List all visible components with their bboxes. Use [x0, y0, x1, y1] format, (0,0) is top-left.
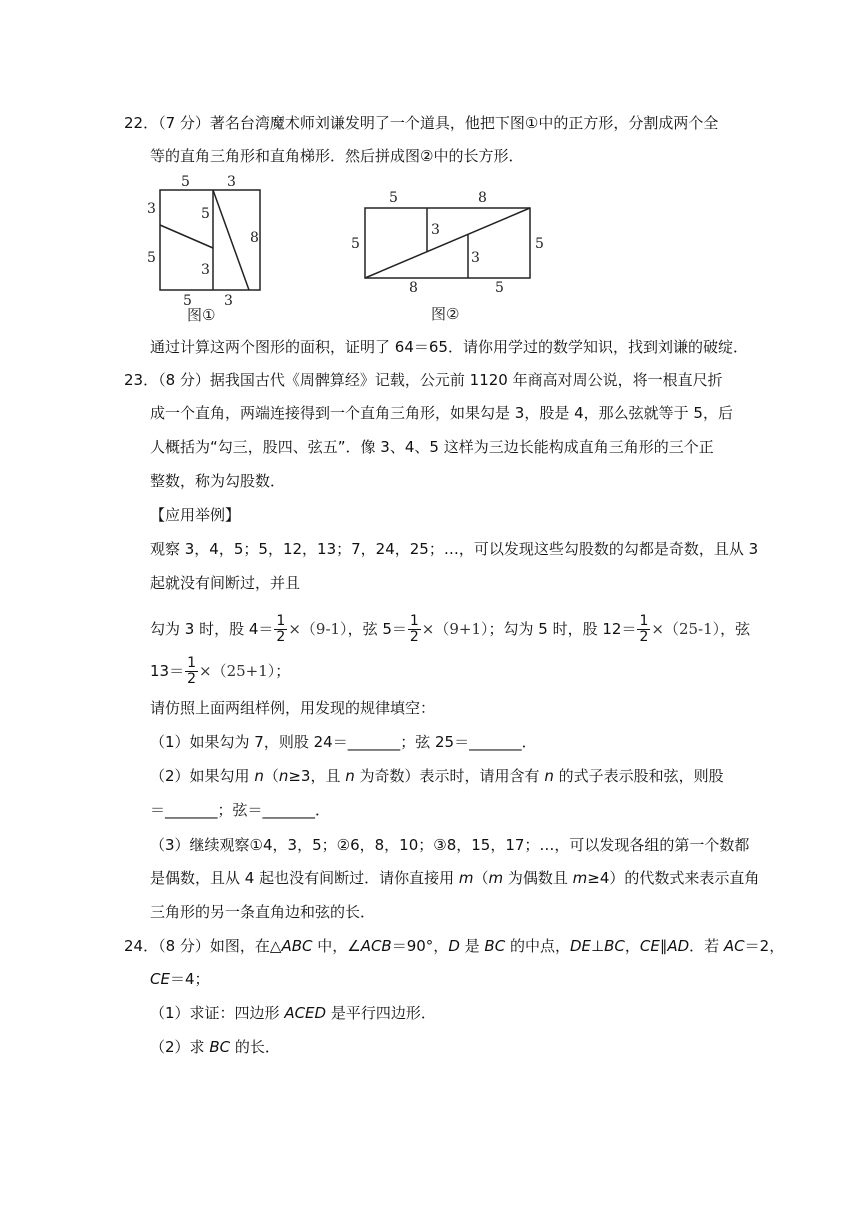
fig1-label-inner-lower: 3	[201, 262, 210, 278]
q24-part-1: （1）求证：四边形 ACED 是平行四边形．	[150, 1004, 436, 1022]
fig1-label-inner-upper: 5	[201, 206, 210, 222]
q24-line-1: 24．（8 分）如图，在△ABC 中，∠ACB＝90°，D 是 BC 的中点，DE⊥BC，CE∥AD．若 AC＝2，	[124, 937, 785, 955]
q23-observe-1: 观察 3，4，5；5，12，13；7，24，25；…，可以发现这些勾股数的勾都是奇数，且从 3	[150, 540, 759, 558]
ex-math-4: ×（25+1）	[199, 662, 276, 680]
fig1-label-top-right: 3	[227, 174, 236, 190]
fig2-label-inner-right: 3	[471, 250, 480, 266]
q22-line-1: 22．（7 分）著名台湾魔术师刘谦发明了一个道具，他把下图①中的正方形，分割成两个全	[124, 114, 719, 132]
fig2-label-right: 5	[535, 236, 544, 252]
figure-1-square	[140, 170, 270, 329]
q23-example-line-2	[150, 651, 290, 691]
ex-math-1: ×（9-1）	[288, 620, 348, 638]
q23-line-3: 人概括为“勾三，股四、弦五”．像 3、4、5 这样为三边长能构成直角三角形的三个正	[150, 438, 714, 456]
q23-observe-2: 起就没有间断过，并且	[150, 574, 301, 592]
fig2-label-bottom-left: 8	[409, 280, 418, 296]
fig1-label-left-upper: 3	[147, 201, 156, 217]
ex-math-2: ×（9+1）	[421, 620, 489, 638]
fraction-half: $\frac{1}{2}$	[639, 613, 649, 645]
fig1-label-top-left: 5	[181, 174, 190, 190]
fig1-label-bottom-left: 5	[183, 293, 192, 309]
fig2-label-left: 5	[351, 236, 360, 252]
fig1-label-left-lower: 5	[147, 250, 156, 266]
ex-text-b: ，弦 5＝	[347, 620, 407, 638]
fig2-label-inner-left: 3	[431, 222, 440, 238]
fig2-label-top-right: 8	[478, 190, 487, 206]
q23-line-4: 整数，称为勾股数．	[150, 472, 286, 490]
figure-2-rectangle	[345, 182, 555, 331]
fig1-caption: 图①	[187, 306, 216, 324]
q22-line-3: 通过计算这两个图形的面积，证明了 64＝65．请你用学过的数学知识，找到刘谦的破绽．	[150, 338, 748, 356]
q23-line-1: 23．（8 分）据我国古代《周髀算经》记载，公元前 1120 年商高对周公说，将一根直尺折	[124, 371, 723, 389]
q23-example-line-1	[150, 609, 750, 649]
q23-instruction: 请仿照上面两组样例，用发现的规律填空：	[150, 699, 436, 717]
q23-part-3-line-2: 是偶数，且从 4 起也没有间断过．请你直接用 m（m 为偶数且 m≥4）的代数式来表示直角	[150, 869, 760, 887]
ex-text-f: ；	[275, 662, 291, 680]
q23-part-3-line-3: 三角形的另一条直角边和弦的长．	[150, 903, 376, 921]
q24-line-2: CE＝4；	[150, 970, 210, 988]
ex-text-c: ；勾为 5 时，股 12＝	[488, 620, 637, 638]
q23-part-1: （1）如果勾为 7，则股 24＝_______；弦 25＝_______．	[150, 733, 537, 751]
ex-math-3: ×（25-1）	[651, 620, 721, 638]
ex-text-e: 13＝	[150, 662, 185, 680]
fig2-label-bottom-right: 5	[495, 280, 504, 296]
q22-line-2: 等的直角三角形和直角梯形．然后拼成图②中的长方形．	[150, 147, 524, 165]
q24-part-2: （2）求 BC 的长．	[150, 1038, 280, 1056]
fig2-caption: 图②	[431, 305, 460, 323]
q23-line-2: 成一个直角，两端连接得到一个直角三角形，如果勾是 3，股是 4，那么弦就等于 5，后	[150, 404, 733, 422]
q23-section-title: 【应用举例】	[150, 506, 241, 524]
fraction-half: $\frac{1}{2}$	[276, 613, 286, 645]
ex-text-a: 勾为 3 时，股 4＝	[150, 620, 274, 638]
fig2-label-top-left: 5	[389, 190, 398, 206]
fig1-label-bottom-right: 3	[224, 293, 233, 309]
fraction-half: $\frac{1}{2}$	[409, 613, 419, 645]
q23-part-2: （2）如果勾用 n（n≥3，且 n 为奇数）表示时，请用含有 n 的式子表示股和弦，则股	[150, 767, 724, 785]
ex-text-d: ，弦	[720, 620, 751, 638]
fig1-label-right: 8	[250, 230, 259, 246]
q23-part-2-blanks: ＝_______；弦＝_______．	[150, 801, 331, 819]
q23-part-3-line-1: （3）继续观察①4，3，5；②6，8，10；③8，15，17；…，可以发现各组的第一个数都	[150, 836, 750, 854]
fraction-half: $\frac{1}{2}$	[187, 655, 197, 687]
